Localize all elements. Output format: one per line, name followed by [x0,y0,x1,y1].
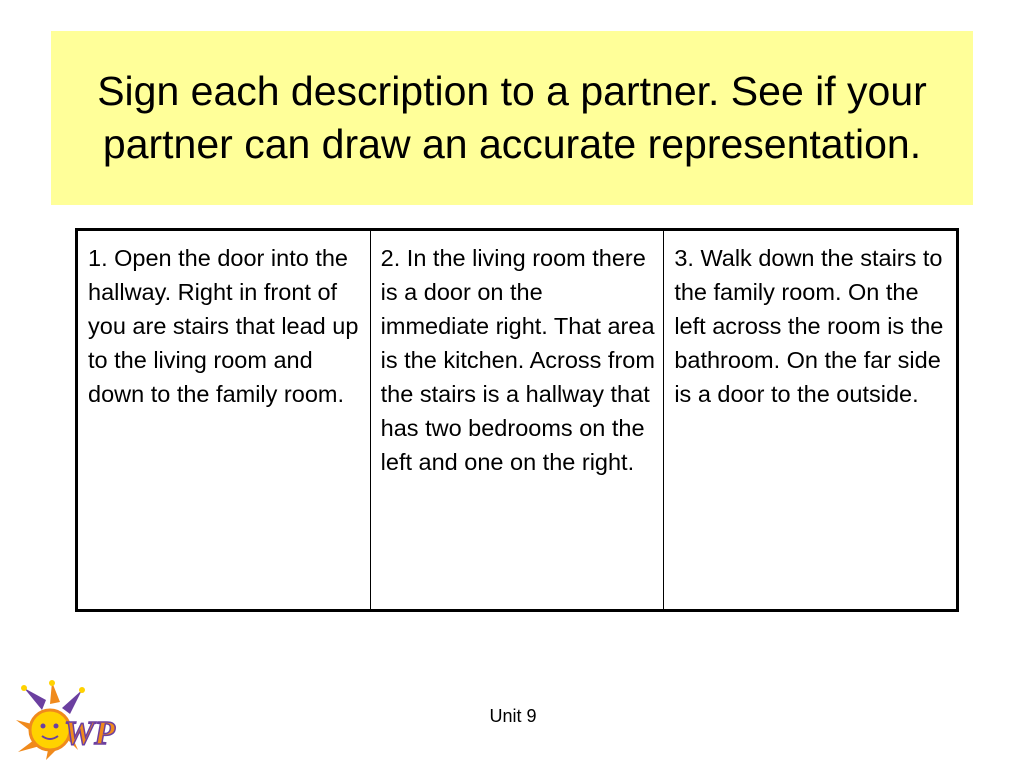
title-banner [51,31,973,205]
description-cell-2: 2. In the living room there is a door on the immediate right. That area is the kitchen. Across from the stairs is a hallway that has two bedrooms on the left and one on the right. [370,230,664,611]
table-row [77,230,958,611]
description-cell-3: 3. Walk down the stairs to the family room. On the left across the room is the bathroom. On the far side is a door to the outside. [664,230,958,611]
footer-unit-label: Unit 9 [489,706,537,726]
logo-lettering: WP [64,715,115,752]
logo-hat-point-left [24,688,46,710]
slide-title: Sign each description to a partner. See if your partner can draw an accurate representation. [97,68,927,167]
description-cell-1: 1. Open the door into the hallway. Right in front of you are stairs that lead up to the living room and down to the family room. [77,230,371,611]
sun-jester-logo-icon [12,680,124,760]
logo-hat-point-right [62,690,82,714]
descriptions-table [75,228,959,612]
